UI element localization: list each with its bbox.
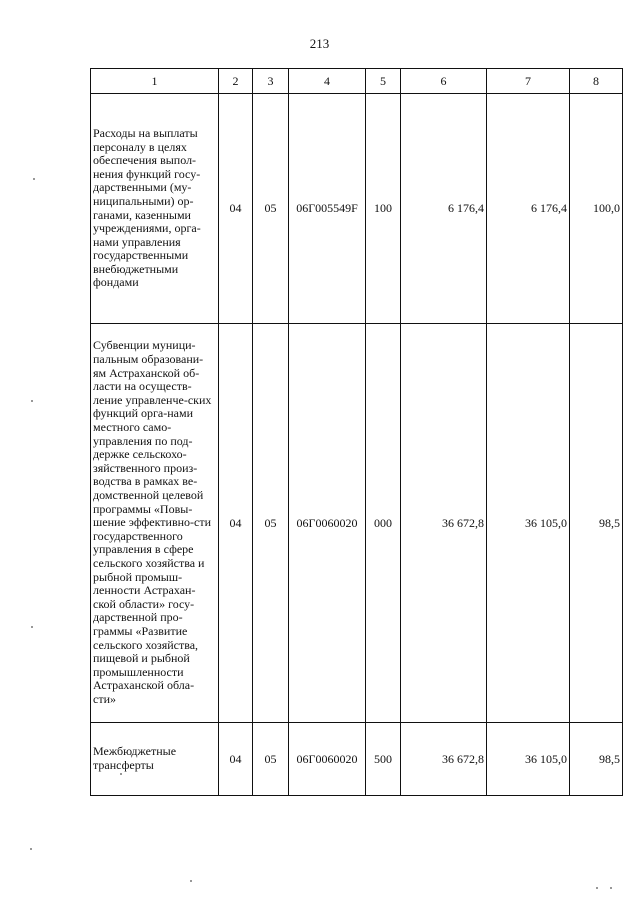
header-col-2: 2	[219, 69, 253, 94]
row-executed: 6 176,4	[487, 94, 570, 324]
row-pr: 05	[253, 324, 289, 723]
row-name: Расходы на выплаты персоналу в целях обеспечения выпол-нения функций госу-дарственными (му-ниципальными) ор-ганами, казенными учреждениями, орга-нами управления государственными внебюджетными фондами	[91, 94, 219, 324]
page-number: 213	[309, 36, 330, 51]
table-row	[91, 94, 623, 324]
row-rz: 04	[219, 723, 253, 796]
row-csr: 06Г005549F	[289, 94, 366, 324]
row-csr: 06Г0060020	[289, 723, 366, 796]
header-col-4: 4	[289, 69, 366, 94]
header-col-6: 6	[401, 69, 487, 94]
row-executed: 36 105,0	[487, 324, 570, 723]
row-rz: 04	[219, 94, 253, 324]
row-rz: 04	[219, 324, 253, 723]
table-row	[91, 324, 623, 723]
row-planned: 6 176,4	[401, 94, 487, 324]
row-name: Субвенции муници-пальным образовани-ям Астраханской об-ласти на осуществ-ление управленче-ских функций орга-нами местного само-управления по под-держке сельскохо-зяйственного произ-водства в рамках ве-домственной целевой программы «Повы-шение эффективно-сти государственного управления в сфере сельского хозяйства и рыбной промыш-ленности Астрахан-ской области» госу-дарственной про-граммы «Развитие сельского хозяйства, пищевой и рыбной промышленности Астраханской обла-сти»	[91, 324, 219, 723]
row-pr: 05	[253, 94, 289, 324]
header-col-7: 7	[487, 69, 570, 94]
header-col-8: 8	[570, 69, 623, 94]
header-row	[91, 69, 623, 94]
budget-table	[90, 68, 623, 796]
row-name: Межбюджетные трансферты	[91, 723, 219, 796]
row-percent: 98,5	[570, 324, 623, 723]
row-executed: 36 105,0	[487, 723, 570, 796]
row-planned: 36 672,8	[401, 324, 487, 723]
row-planned: 36 672,8	[401, 723, 487, 796]
row-csr: 06Г0060020	[289, 324, 366, 723]
row-pr: 05	[253, 723, 289, 796]
header-col-5: 5	[366, 69, 401, 94]
row-vr: 000	[366, 324, 401, 723]
header-col-1: 1	[91, 69, 219, 94]
table-row	[91, 723, 623, 796]
header-col-3: 3	[253, 69, 289, 94]
row-percent: 100,0	[570, 94, 623, 324]
row-vr: 100	[366, 94, 401, 324]
row-vr: 500	[366, 723, 401, 796]
row-percent: 98,5	[570, 723, 623, 796]
